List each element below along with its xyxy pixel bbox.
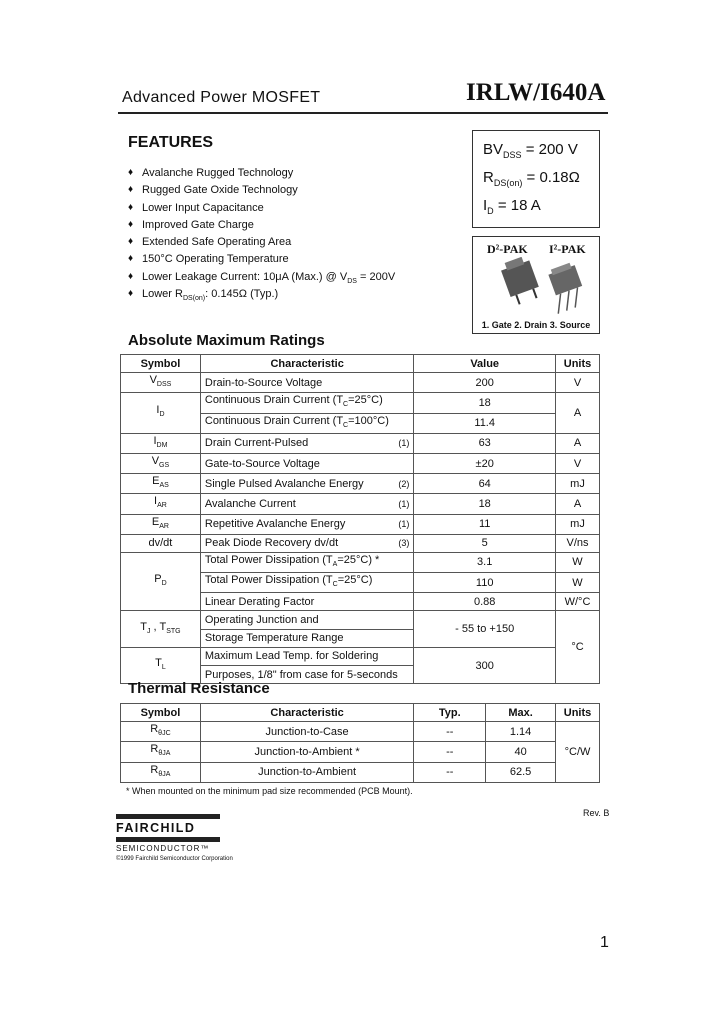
i2pak-label: I²-PAK bbox=[549, 242, 586, 256]
fairchild-logo: FAIRCHILD SEMICONDUCTOR™ bbox=[116, 812, 220, 853]
table-row: Purposes, 1/8" from case for 5-seconds bbox=[121, 666, 600, 684]
amr-title: Absolute Maximum Ratings bbox=[128, 332, 325, 349]
table-row: Symbol Characteristic Value Units bbox=[121, 355, 600, 373]
list-item: ♦ Rugged Gate Oxide Technology bbox=[128, 184, 298, 197]
table-row: $R_{\theta JA}$ Junction-to-Ambient -- 62.5 bbox=[121, 762, 600, 782]
list-item: ♦ 150°C Operating Temperature bbox=[128, 253, 289, 266]
footnote: * When mounted on the minimum pad size recommended (PCB Mount). bbox=[126, 786, 413, 796]
table-row: $V_{GS}$ Gate-to-Source Voltage ±20 V bbox=[121, 453, 600, 473]
page-number: 1 bbox=[600, 934, 609, 951]
table-row: $E_{AR}$ Repetitive Avalanche Energy (1) 11 mJ bbox=[121, 514, 600, 534]
table-row: dv/dt Peak Diode Recovery dv/dt (3) 5 V/ns bbox=[121, 534, 600, 552]
copyright: ©1999 Fairchild Semiconductor Corporation bbox=[116, 856, 233, 862]
features-title: FEATURES bbox=[128, 134, 214, 151]
list-item: ♦ Lower $R_{DS(on)}$: 0.145Ω (Typ.) bbox=[128, 288, 279, 303]
table-row: Total Power Dissipation $(T_C=25^\circ C)$ 110 W bbox=[121, 573, 600, 593]
table-row: $R_{\theta JA}$ Junction-to-Ambient * -- 40 bbox=[121, 742, 600, 762]
list-item: ♦ Lower Leakage Current: 10μA (Max.) @ $V_{DS} = 200V$ bbox=[128, 270, 396, 285]
part-number: IRLW/I640A bbox=[466, 79, 606, 106]
spec-bvdss: $BV_{DSS} = 200$ V bbox=[483, 141, 578, 160]
thermal-title: Thermal Resistance bbox=[128, 680, 270, 697]
table-row: $T_L$ Maximum Lead Temp. for Soldering 300 bbox=[121, 647, 600, 665]
list-item: ♦ Improved Gate Charge bbox=[128, 218, 254, 231]
thermal-table bbox=[120, 703, 600, 783]
header-rule bbox=[118, 112, 608, 114]
list-item: ♦ Extended Safe Operating Area bbox=[128, 236, 292, 249]
package-box bbox=[472, 236, 600, 334]
pinout-label: 1. Gate 2. Drain 3. Source bbox=[481, 320, 591, 330]
doc-category: Advanced Power MOSFET bbox=[122, 89, 321, 106]
table-row: Continuous Drain Current $(T_C=100^\circ C)$ 11.4 bbox=[121, 413, 600, 433]
revision: Rev. B bbox=[583, 808, 610, 818]
table-row: $V_{DSS}$ Drain-to-Source Voltage 200 V bbox=[121, 373, 600, 393]
table-row: Linear Derating Factor 0.88 W/°C bbox=[121, 593, 600, 611]
table-row: $I_{AR}$ Avalanche Current (1) 18 A bbox=[121, 494, 600, 514]
spec-id: $I_D = 18$ A bbox=[483, 197, 541, 216]
amr-table bbox=[120, 354, 600, 684]
list-item: ♦ Avalanche Rugged Technology bbox=[128, 167, 294, 179]
table-row: $P_D$ Total Power Dissipation $(T_A=25^\circ C)$ * 3.1 W bbox=[121, 552, 600, 572]
package-illustration-icon bbox=[477, 257, 597, 317]
table-row: $R_{\theta JC}$ Junction-to-Case -- 1.14 °C/W bbox=[121, 722, 600, 742]
table-row: Storage Temperature Range bbox=[121, 629, 600, 647]
table-row: Symbol Characteristic Typ. Max. Units bbox=[121, 704, 600, 722]
list-item: ♦ Lower Input Capacitance bbox=[128, 201, 264, 214]
spec-rdson: $R_{DS(on)} = 0.18\Omega$ bbox=[483, 169, 580, 188]
d2pak-label: D²-PAK bbox=[487, 242, 528, 256]
key-specs-box bbox=[472, 130, 600, 228]
table-row: $T_J$ , $T_{STG}$ Operating Junction and - 55 to +150 °C bbox=[121, 611, 600, 629]
table-row: $E_{AS}$ Single Pulsed Avalanche Energy (2) 64 mJ bbox=[121, 474, 600, 494]
table-row: $I_D$ Continuous Drain Current $(T_C=25^\circ C)$ 18 A bbox=[121, 393, 600, 413]
features-list bbox=[128, 166, 395, 304]
table-row: $I_{DM}$ Drain Current-Pulsed (1) 63 A bbox=[121, 433, 600, 453]
